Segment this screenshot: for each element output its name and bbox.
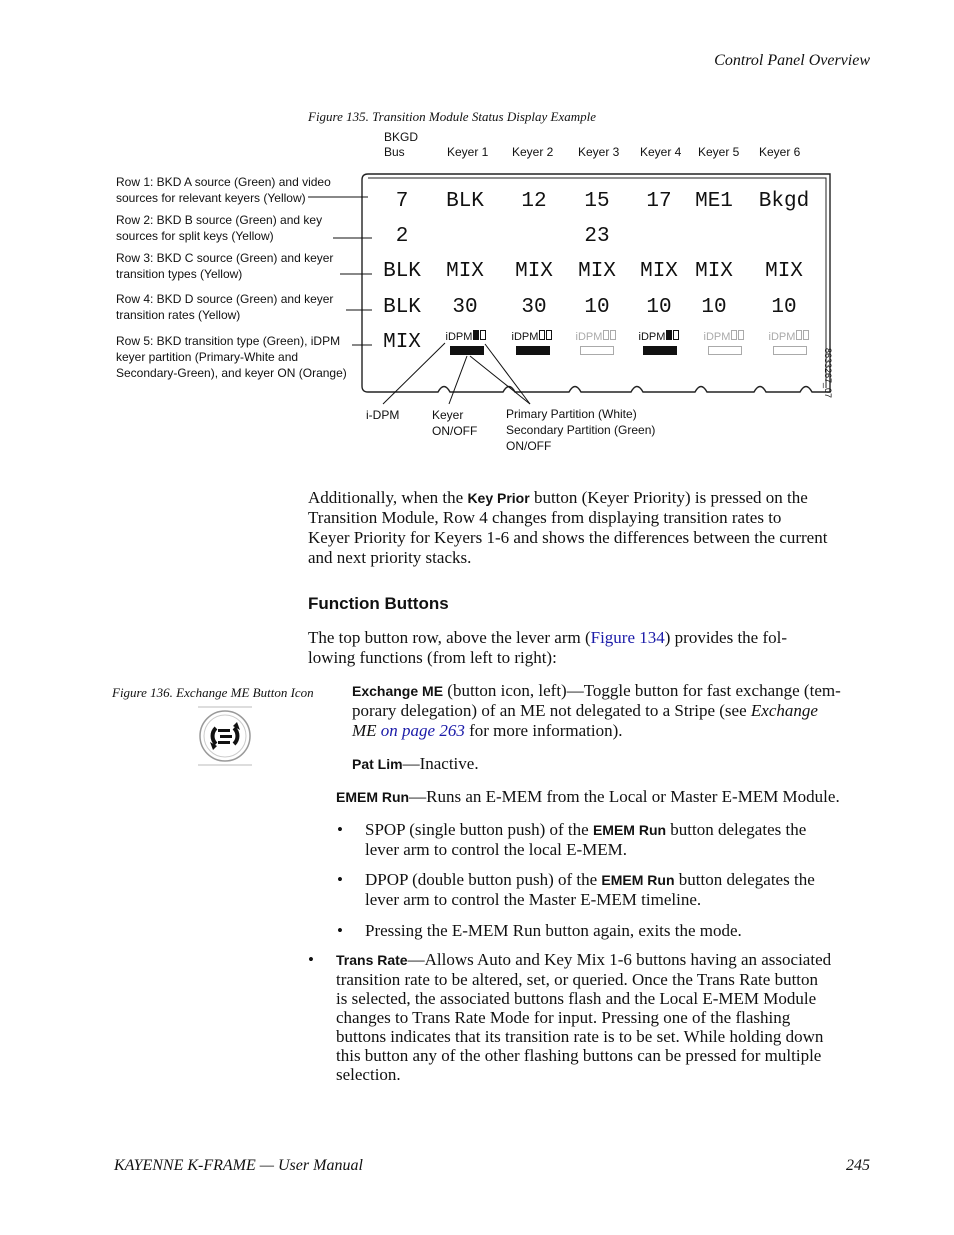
function-buttons-heading: Function Buttons [308,594,449,613]
exchange-me-paragraph: Exchange ME (button icon, left)—Toggle button for fast exchange (tem- porary delegation) of an ME not delegated to a Stripe (see Exchange ME on page 263 for more information). [352,681,841,740]
display-cell-row1-col3: 12 [521,190,547,213]
display-cell-row5-col1: MIX [383,331,421,354]
column-header-keyer-4: Keyer 4 [640,145,682,159]
emem-bullet-3: • Pressing the E-MEM Run button again, exits the mode. [337,921,742,940]
keyer-onoff-callout: Keyer ON/OFF [432,408,478,438]
display-cell-row4-col6: 10 [701,296,727,319]
page-263-link[interactable]: on page 263 [380,721,465,740]
row-5-label: Row 5: BKD transition type (Green), iDPM keyer partition (Primary-White and Secondary-Green), and keyer ON (Orange) [116,334,347,380]
figure-134-link[interactable]: Figure 134 [590,628,665,647]
figure-135-caption: Figure 135. Transition Module Status Display Example [308,109,597,124]
leader-lines [0,0,954,460]
display-cell-row2-col4: 23 [584,225,610,248]
row-2-label: Row 2: BKD B source (Green) and key sources for split keys (Yellow) [116,213,323,243]
bullet-dot: • [337,921,343,940]
display-cell-row1-col5: 17 [646,190,672,213]
idpm-label: iDPM [445,331,473,343]
display-cell-row4-col7: 10 [771,296,797,319]
emem-bullet-2: • DPOP (double button push) of the EMEM Run button delegates the lever arm to control the Master E-MEM timeline. [337,870,815,909]
partition-callout: Primary Partition (White) Secondary Partition (Green) ON/OFF [506,407,656,453]
display-cell-row1-col2: BLK [446,190,484,213]
display-cell-row3-col2: MIX [446,260,484,283]
function-buttons-intro: The top button row, above the lever arm (Figure 134) provides the fol- lowing functions (from left to right): [308,628,788,667]
emem-run-paragraph: EMEM Run—Runs an E-MEM from the Local or Master E-MEM Module. [336,787,840,806]
display-cell-row4-col3: 30 [521,296,547,319]
idpm-label: iDPM [768,331,796,343]
idpm-label: iDPM [511,331,539,343]
display-cell-row3-col5: MIX [640,260,678,283]
display-cell-row3-col7: MIX [765,260,803,283]
display-cell-row4-col1: BLK [383,296,421,319]
display-cell-row1-col7: Bkgd [758,190,810,213]
column-header-keyer-2: Keyer 2 [512,145,554,159]
column-header-keyer-5: Keyer 5 [698,145,740,159]
display-cell-row1-col6: ME1 [695,190,733,213]
bullet-dot: • [308,950,314,969]
bkgd-bus-header: BKGD Bus [384,130,419,159]
idpm-callout: i-DPM [366,408,400,422]
bullet-dot: • [337,870,343,889]
exchange-me-icon [196,706,254,766]
bullet-dot: • [337,820,343,839]
row-4-label: Row 4: BKD D source (Green) and keyer transition rates (Yellow) [116,292,334,322]
column-header-keyer-3: Keyer 3 [578,145,620,159]
figure-136-caption: Figure 136. Exchange ME Button Icon [112,685,314,700]
row-1-label: Row 1: BKD A source (Green) and video sources for relevant keyers (Yellow) [116,175,331,205]
display-cell-row3-col3: MIX [515,260,553,283]
display-cell-row4-col4: 10 [584,296,610,319]
footer-title: KAYENNE K-FRAME — User Manual [114,1157,363,1174]
display-cell-row4-col2: 30 [452,296,478,319]
display-cell-row2-col1: 2 [395,225,409,248]
display-cell-row3-col1: BLK [383,260,421,283]
display-cell-row1-col4: 15 [584,190,610,213]
trans-rate-paragraph: • Trans Rate—Allows Auto and Key Mix 1-6 buttons having an associated transition rate to be altered, set, or queried. Once the Trans Rate button is selected, the associated buttons flash and the Local E-MEM Module changes to Trans Rate Mode for input. Pressing one of the flashing buttons indicates that its transition rate is to be set. While holding down this button any of the other flashing buttons can be pressed for multiple selection. [308,950,832,1084]
row-3-label: Row 3: BKD C source (Green) and keyer transition types (Yellow) [116,251,334,281]
figure-id-label: 8633267_07 [823,348,833,399]
key-prior-paragraph: Additionally, when the Key Prior button (Keyer Priority) is pressed on the Transition Module, Row 4 changes from displaying transition rates to Keyer Priority for Keyers 1-6 and shows the differences between the current and next priority stacks. [308,488,828,567]
running-header: Control Panel Overview [714,52,870,69]
column-header-keyer-1: Keyer 1 [447,145,489,159]
idpm-label: iDPM [638,331,666,343]
column-header-keyer-6: Keyer 6 [759,145,801,159]
idpm-label: iDPM [575,331,603,343]
pat-lim-paragraph: Pat Lim—Inactive. [352,754,479,773]
display-cell-row3-col4: MIX [578,260,616,283]
display-cell-row4-col5: 10 [646,296,672,319]
emem-bullet-1: • SPOP (single button push) of the EMEM Run button delegates the lever arm to control the local E-MEM. [337,820,807,859]
page-number: 245 [846,1157,870,1174]
display-cell-row3-col6: MIX [695,260,733,283]
idpm-label: iDPM [703,331,731,343]
display-cell-row1-col1: 7 [395,190,409,213]
